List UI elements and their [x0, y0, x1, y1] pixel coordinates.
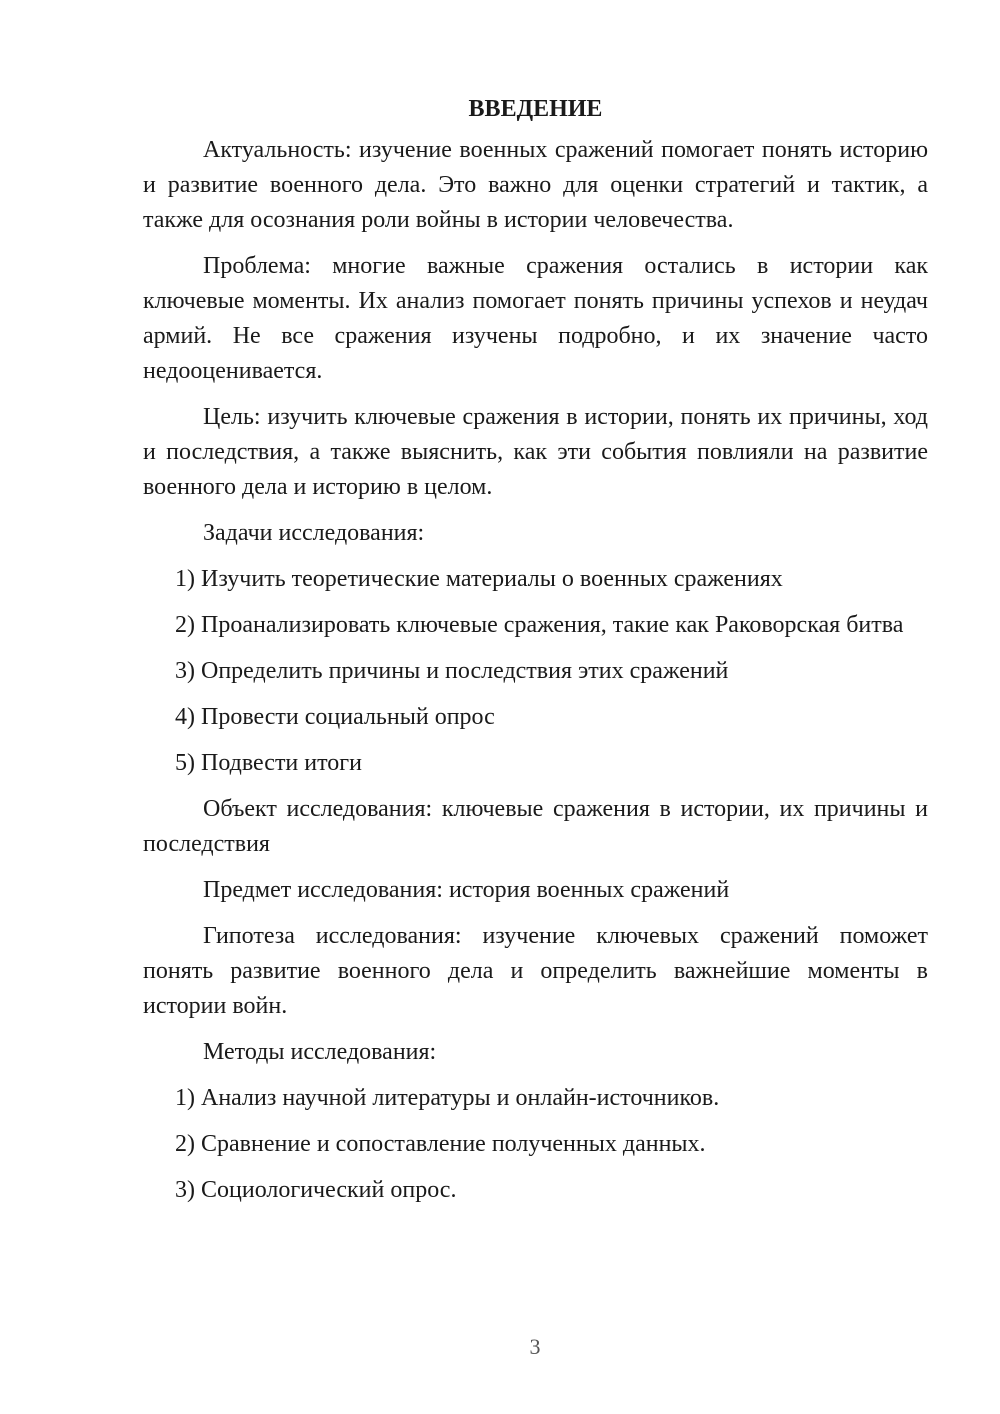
goal-paragraph: Цель: изучить ключевые сражения в истории, понять их причины, ход и последствия, а также выяснить, как эти события повлияли на развитие военного дела и историю в целом. — [143, 404, 928, 500]
page-title: ВВЕДЕНИЕ — [468, 96, 603, 122]
task-item: 4) Провести социальный опрос — [175, 704, 495, 730]
method-item: 1) Анализ научной литературы и онлайн-источников. — [175, 1085, 720, 1111]
tasks-heading: Задачи исследования: — [203, 520, 425, 546]
task-item: 3) Определить причины и последствия этих сражений — [175, 658, 729, 684]
document-body — [143, 92, 928, 1219]
method-item: 2) Сравнение и сопоставление полученных данных. — [175, 1131, 706, 1157]
relevance-paragraph: Актуальность: изучение военных сражений помогает понять историю и развитие военного дела. Это важно для оценки стратегий и тактик, а также для осознания роли войны в истории человечества. — [143, 137, 928, 233]
object-paragraph: Объект исследования: ключевые сражения в истории, их причины и последствия — [143, 796, 928, 857]
task-item: 2) Проанализировать ключевые сражения, такие как Раковорская битва — [175, 612, 904, 638]
task-item: 1) Изучить теоретические материалы о военных сражениях — [175, 566, 783, 592]
methods-heading: Методы исследования: — [203, 1039, 437, 1065]
page-number: 3 — [529, 1334, 541, 1359]
hypothesis-paragraph: Гипотеза исследования: изучение ключевых сражений поможет понять развитие военного дела и определить важнейшие моменты в истории войн. — [143, 923, 928, 1019]
method-item: 3) Социологический опрос. — [175, 1177, 457, 1203]
subject-paragraph: Предмет исследования: история военных сражений — [203, 877, 730, 903]
problem-paragraph: Проблема: многие важные сражения остались в истории как ключевые моменты. Их анализ помогает понять причины успехов и неудач армий. Не все сражения изучены подробно, и их значение часто недооценивается. — [143, 253, 928, 384]
task-item: 5) Подвести итоги — [175, 750, 362, 776]
